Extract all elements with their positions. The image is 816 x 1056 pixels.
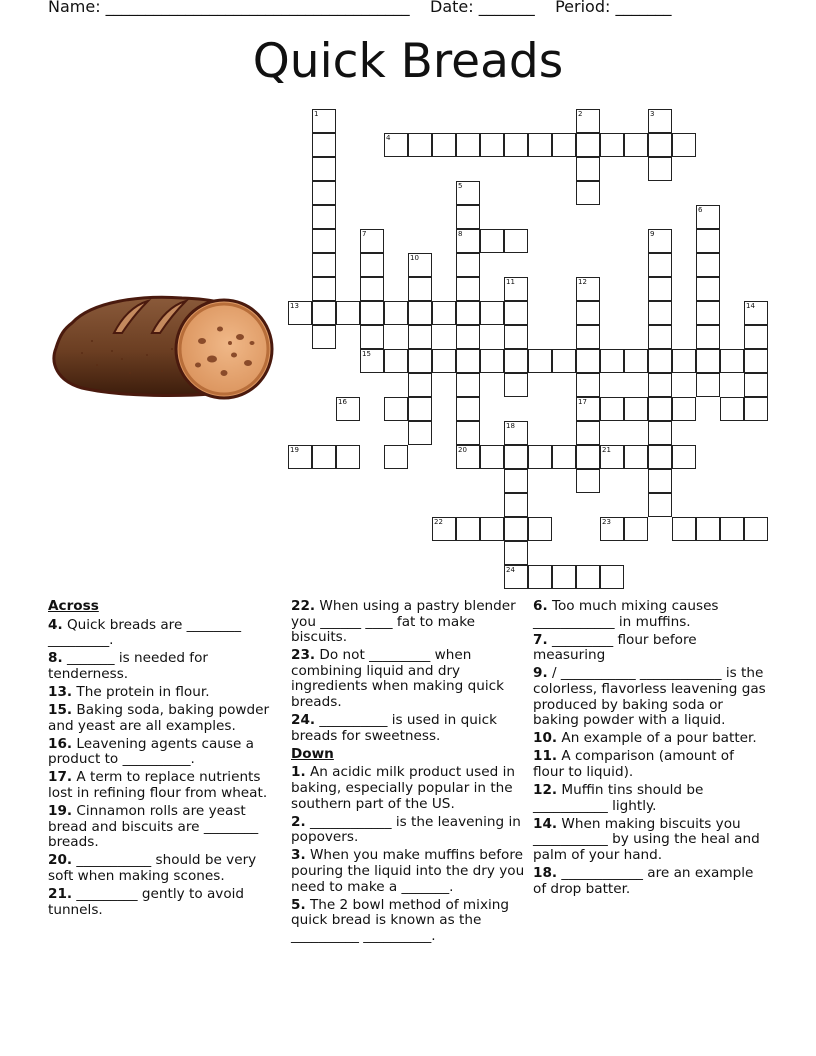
crossword-cell[interactable] xyxy=(504,493,528,517)
crossword-cell[interactable] xyxy=(480,517,504,541)
crossword-cell[interactable] xyxy=(408,397,432,421)
crossword-cell[interactable] xyxy=(384,445,408,469)
crossword-cell[interactable] xyxy=(576,181,600,205)
clue-text: Baking soda, baking powder and yeast are all examples. xyxy=(48,702,270,734)
crossword-cell[interactable] xyxy=(456,253,480,277)
clue-number: 3 xyxy=(650,110,655,118)
clue-number: 24 xyxy=(506,566,515,574)
clue-num: 22. xyxy=(291,598,316,614)
crossword-cell[interactable] xyxy=(744,517,768,541)
crossword-cell[interactable] xyxy=(432,349,456,373)
clue-item xyxy=(291,713,527,744)
crossword-cell[interactable] xyxy=(720,517,744,541)
clue-number: 18 xyxy=(506,422,515,430)
crossword-cell[interactable] xyxy=(504,349,528,373)
crossword-cell[interactable] xyxy=(648,445,672,469)
crossword-cell[interactable] xyxy=(504,469,528,493)
crossword-cell[interactable] xyxy=(696,349,720,373)
crossword-cell[interactable] xyxy=(408,133,432,157)
crossword-cell[interactable] xyxy=(552,133,576,157)
bread-loaf-icon xyxy=(52,293,276,403)
crossword-cell[interactable] xyxy=(648,373,672,397)
crossword-cell[interactable] xyxy=(480,301,504,325)
crossword-cell[interactable] xyxy=(456,373,480,397)
clue-text: ___________ should be very soft when making scones. xyxy=(48,852,257,884)
clue-item xyxy=(533,749,769,780)
crossword-cell[interactable] xyxy=(504,301,528,325)
crossword-cell[interactable] xyxy=(696,277,720,301)
crossword-cell[interactable] xyxy=(648,349,672,373)
crossword-cell[interactable] xyxy=(312,253,336,277)
crossword-cell[interactable] xyxy=(336,301,360,325)
clue-text: Cinnamon rolls are yeast bread and biscuits are ________ breads. xyxy=(48,803,259,851)
crossword-cell[interactable] xyxy=(408,349,432,373)
crossword-cell[interactable] xyxy=(432,301,456,325)
crossword-cell[interactable] xyxy=(312,133,336,157)
crossword-cell[interactable] xyxy=(696,517,720,541)
crossword-cell[interactable] xyxy=(576,565,600,589)
crossword-cell[interactable] xyxy=(528,565,552,589)
clue-item xyxy=(48,651,284,682)
crossword-cell[interactable] xyxy=(648,493,672,517)
clue-number: 13 xyxy=(290,302,299,310)
clue-text: An acidic milk product used in baking, especially popular in the southern part of the US. xyxy=(291,764,515,812)
crossword-cell[interactable] xyxy=(312,445,336,469)
clue-item xyxy=(48,804,284,851)
clue-num: 14. xyxy=(533,815,558,832)
clue-item xyxy=(48,618,284,649)
crossword-cell[interactable] xyxy=(600,397,624,421)
crossword-cell[interactable] xyxy=(312,325,336,349)
crossword-cell[interactable] xyxy=(312,229,336,253)
clue-num: 19. xyxy=(48,803,73,820)
clue-text: __________ is used in quick breads for sweetness. xyxy=(291,712,497,744)
clue-number: 2 xyxy=(578,110,583,118)
clue-item xyxy=(48,887,284,918)
crossword-cell[interactable] xyxy=(360,325,384,349)
page-title: Quick Breads xyxy=(252,34,564,89)
crossword-cell[interactable] xyxy=(528,517,552,541)
crossword-cell[interactable] xyxy=(456,205,480,229)
crossword-cell[interactable] xyxy=(336,445,360,469)
clue-item xyxy=(533,866,769,897)
crossword-cell[interactable] xyxy=(672,445,696,469)
crossword-cell[interactable] xyxy=(528,445,552,469)
crossword-cell[interactable] xyxy=(576,421,600,445)
crossword-cell[interactable] xyxy=(360,277,384,301)
clue-num: 11. xyxy=(533,748,558,765)
crossword-cell[interactable] xyxy=(456,301,480,325)
crossword-cell[interactable] xyxy=(456,349,480,373)
crossword-cell[interactable] xyxy=(552,445,576,469)
clue-text: ____________ are an example of drop batter. xyxy=(533,865,754,897)
clue-number: 14 xyxy=(746,302,755,310)
clue-text: _______ is needed for tenderness. xyxy=(48,650,209,682)
crossword-cell[interactable] xyxy=(504,541,528,565)
clue-text: ____________ is the leavening in popovers. xyxy=(291,813,521,846)
clue-num: 23. xyxy=(291,647,316,664)
crossword-cell[interactable] xyxy=(504,373,528,397)
crossword-cell[interactable] xyxy=(456,421,480,445)
crossword-cell[interactable] xyxy=(624,517,648,541)
crossword-cell[interactable] xyxy=(408,277,432,301)
crossword-cell[interactable] xyxy=(648,277,672,301)
crossword-cell[interactable] xyxy=(456,517,480,541)
crossword-cell[interactable] xyxy=(576,325,600,349)
clue-num: 24. xyxy=(291,712,316,729)
clue-text: When making biscuits you ___________ by using the heal and palm of your hand. xyxy=(533,815,760,863)
clue-text: A comparison (amount of flour to liquid). xyxy=(533,748,734,780)
clue-item xyxy=(48,853,284,884)
crossword-cell[interactable] xyxy=(744,373,768,397)
crossword-cell[interactable] xyxy=(528,133,552,157)
clue-item xyxy=(533,783,769,814)
clue-number: 16 xyxy=(338,398,347,406)
crossword-cell[interactable] xyxy=(312,181,336,205)
clue-item xyxy=(291,765,527,812)
crossword-cell[interactable] xyxy=(624,397,648,421)
crossword-cell[interactable] xyxy=(408,421,432,445)
clue-text: Muffin tins should be ___________ lightly. xyxy=(533,782,704,814)
clue-num: 12. xyxy=(533,782,558,799)
crossword-cell[interactable] xyxy=(408,373,432,397)
crossword-cell[interactable] xyxy=(600,133,624,157)
crossword-cell[interactable] xyxy=(576,469,600,493)
crossword-cell[interactable] xyxy=(384,301,408,325)
clue-text: When you make muffins before pouring the liquid into the dry you need to make a _______. xyxy=(291,847,525,895)
crossword-cell[interactable] xyxy=(384,349,408,373)
clue-item xyxy=(48,770,284,801)
crossword-cell[interactable] xyxy=(672,133,696,157)
crossword-cell[interactable] xyxy=(624,445,648,469)
clue-number: 19 xyxy=(290,446,299,454)
clue-number: 9 xyxy=(650,230,655,238)
clue-item xyxy=(48,685,284,701)
clue-item xyxy=(533,599,769,630)
crossword-cell[interactable] xyxy=(576,301,600,325)
clues-column-1 xyxy=(48,599,284,921)
crossword-cell[interactable] xyxy=(744,397,768,421)
crossword-cell[interactable] xyxy=(720,397,744,421)
clue-number: 21 xyxy=(602,446,611,454)
clue-num: 3. xyxy=(291,847,306,864)
crossword-cell[interactable] xyxy=(672,397,696,421)
crossword-cell[interactable] xyxy=(312,301,336,325)
clue-number: 17 xyxy=(578,398,587,406)
crossword-cell[interactable] xyxy=(648,157,672,181)
clue-text: An example of a pour batter. xyxy=(557,730,757,747)
crossword-cell[interactable] xyxy=(672,517,696,541)
across-heading: Across xyxy=(48,598,99,614)
crossword-cell[interactable] xyxy=(696,301,720,325)
clue-num: 2. xyxy=(291,813,306,830)
crossword-cell[interactable] xyxy=(576,373,600,397)
crossword-cell[interactable] xyxy=(408,301,432,325)
clue-item xyxy=(291,898,527,945)
crossword-cell[interactable] xyxy=(456,325,480,349)
crossword-cell[interactable] xyxy=(696,229,720,253)
clue-text: _________ gently to avoid tunnels. xyxy=(48,886,245,918)
clue-item xyxy=(533,731,769,747)
clue-num: 5. xyxy=(291,896,306,913)
crossword-cell[interactable] xyxy=(648,253,672,277)
clue-text: The 2 bowl method of mixing quick bread is known as the __________ __________. xyxy=(291,896,510,944)
clue-item xyxy=(48,737,284,768)
crossword-cell[interactable] xyxy=(576,133,600,157)
crossword-cell[interactable] xyxy=(408,325,432,349)
crossword-cell[interactable] xyxy=(480,133,504,157)
clue-num: 13. xyxy=(48,683,73,700)
crossword-cell[interactable] xyxy=(360,301,384,325)
crossword-cell[interactable] xyxy=(696,253,720,277)
crossword-cell[interactable] xyxy=(528,349,552,373)
clue-item xyxy=(291,648,527,710)
clue-number: 22 xyxy=(434,518,443,526)
clue-num: 8. xyxy=(48,650,63,667)
crossword-cell[interactable] xyxy=(696,373,720,397)
crossword-cell[interactable] xyxy=(504,229,528,253)
clue-text: _________ flour before measuring xyxy=(533,631,697,664)
crossword-cell[interactable] xyxy=(648,421,672,445)
clue-item xyxy=(291,815,527,846)
crossword-cell[interactable] xyxy=(384,397,408,421)
clue-item xyxy=(48,703,284,734)
clue-num: 10. xyxy=(533,730,558,747)
clue-number: 11 xyxy=(506,278,515,286)
crossword-cell[interactable] xyxy=(360,253,384,277)
clue-num: 17. xyxy=(48,769,73,786)
clue-number: 8 xyxy=(458,230,463,238)
crossword-cell[interactable] xyxy=(576,445,600,469)
crossword-cell[interactable] xyxy=(648,301,672,325)
clue-number: 20 xyxy=(458,446,467,454)
clue-item xyxy=(533,666,769,728)
clue-text: Too much mixing causes ____________ in muffins. xyxy=(533,598,719,630)
crossword-cell[interactable] xyxy=(480,229,504,253)
clue-num: 20. xyxy=(48,852,73,869)
crossword-cell[interactable] xyxy=(552,565,576,589)
crossword-cell[interactable] xyxy=(600,565,624,589)
crossword-cell[interactable] xyxy=(648,397,672,421)
clue-num: 9. xyxy=(533,665,548,682)
crossword-cell[interactable] xyxy=(432,133,456,157)
clue-number: 23 xyxy=(602,518,611,526)
crossword-cell[interactable] xyxy=(744,325,768,349)
crossword-cell[interactable] xyxy=(480,445,504,469)
crossword-cell[interactable] xyxy=(504,445,528,469)
clue-number: 7 xyxy=(362,230,367,238)
clues-column-3 xyxy=(533,599,769,900)
clue-number: 10 xyxy=(410,254,419,262)
clue-number: 5 xyxy=(458,182,463,190)
crossword-cell[interactable] xyxy=(456,397,480,421)
clue-number: 15 xyxy=(362,350,371,358)
crossword-cell[interactable] xyxy=(648,133,672,157)
clue-text: Leavening agents cause a product to __________. xyxy=(48,735,254,768)
crossword-cell[interactable] xyxy=(480,349,504,373)
crossword-cell[interactable] xyxy=(312,277,336,301)
clue-number: 4 xyxy=(386,134,391,142)
crossword-cell[interactable] xyxy=(600,349,624,373)
clue-item xyxy=(291,599,527,646)
crossword-cell[interactable] xyxy=(624,349,648,373)
clue-num: 15. xyxy=(48,702,73,719)
clue-text: / ___________ ____________ is the colorless, flavorless leavening gas produced by baking soda or baking powder with a liquid. xyxy=(533,665,766,729)
crossword-cell[interactable] xyxy=(648,469,672,493)
clue-num: 6. xyxy=(533,598,548,614)
crossword-cell[interactable] xyxy=(576,349,600,373)
clue-text: When using a pastry blender you ______ ____ fat to make biscuits. xyxy=(291,598,516,646)
clues-column-2 xyxy=(291,599,527,947)
crossword-cell[interactable] xyxy=(648,325,672,349)
crossword-cell[interactable] xyxy=(504,517,528,541)
clue-num: 1. xyxy=(291,764,306,781)
clue-number: 6 xyxy=(698,206,703,214)
crossword-cell[interactable] xyxy=(696,325,720,349)
crossword-cell[interactable] xyxy=(552,349,576,373)
clue-num: 16. xyxy=(48,735,73,752)
crossword-cell[interactable] xyxy=(624,133,648,157)
clue-number: 12 xyxy=(578,278,587,286)
clue-item xyxy=(533,817,769,864)
clue-text: The protein in flour. xyxy=(72,683,210,700)
clue-num: 7. xyxy=(533,631,548,648)
crossword-cell[interactable] xyxy=(456,277,480,301)
clue-num: 21. xyxy=(48,886,73,903)
crossword-cell[interactable] xyxy=(576,157,600,181)
crossword-cell[interactable] xyxy=(672,349,696,373)
clue-num: 4. xyxy=(48,616,63,633)
clue-item xyxy=(291,848,527,895)
down-heading: Down xyxy=(291,745,334,762)
crossword-cell[interactable] xyxy=(456,133,480,157)
clue-number: 1 xyxy=(314,110,319,118)
crossword-cell[interactable] xyxy=(312,157,336,181)
clue-item xyxy=(533,633,769,664)
clue-num: 18. xyxy=(533,865,558,881)
crossword-cell[interactable] xyxy=(312,205,336,229)
name-date-period-line: Name: ______________________________________ Date: _______ Period: _______ xyxy=(48,0,672,16)
clue-text: Quick breads are ________ _________. xyxy=(48,616,242,649)
crossword-cell[interactable] xyxy=(744,349,768,373)
clue-text: A term to replace nutrients lost in refining flour from wheat. xyxy=(48,769,268,802)
crossword-cell[interactable] xyxy=(504,325,528,349)
crossword-cell[interactable] xyxy=(720,349,744,373)
crossword-cell[interactable] xyxy=(504,133,528,157)
clue-text: Do not _________ when combining liquid and dry ingredients when making quick breads. xyxy=(291,647,504,711)
